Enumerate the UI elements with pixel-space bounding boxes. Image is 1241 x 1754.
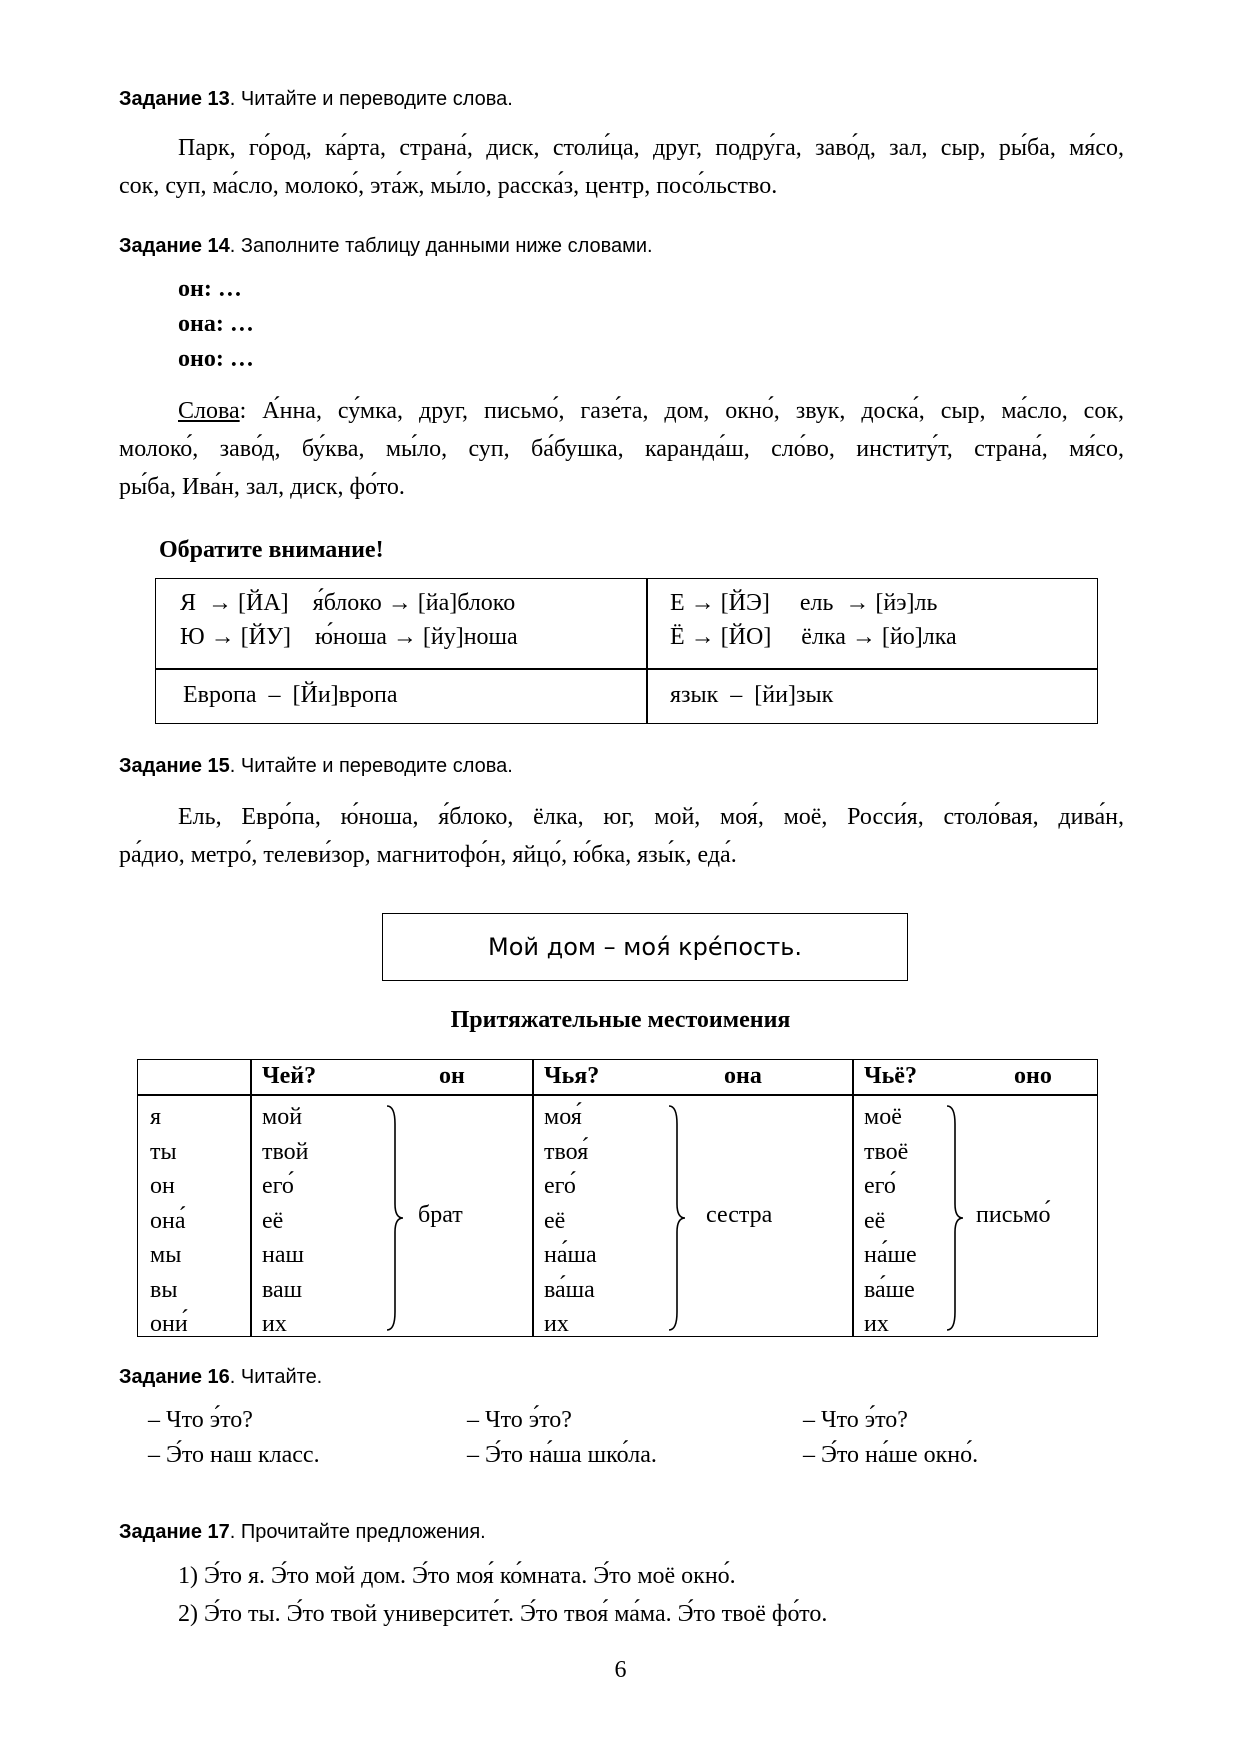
masc-column [262, 1100, 309, 1342]
task-14-line-1 [119, 392, 1124, 430]
attention-europe: Европа – [Йи]вропа [183, 682, 398, 708]
dialog-1-answer: – Э́то наш класс. [148, 1442, 320, 1468]
masc-form: наш [262, 1242, 304, 1268]
gender-he: он: … [178, 276, 242, 302]
task-13-line-1: Парк, го́род, ка́рта, страна́, диск, столи́ца, друг, подру́га, заво́д, зал, сыр, ры́ба, мя́со, [178, 135, 1124, 161]
dialog-3-answer: – Э́то на́ше окно́. [803, 1442, 979, 1468]
task-14-instruction: . Заполните таблицу данными ниже словами. [229, 235, 653, 257]
poss-divider-2 [532, 1060, 534, 1336]
header-q-masc: Чей? [262, 1063, 317, 1089]
task-14-label: Задание 14 [119, 235, 230, 257]
task-17-heading [119, 1521, 486, 1544]
noun-fem: сестра [706, 1202, 773, 1228]
task-13-label: Задание 13 [119, 88, 230, 110]
poss-divider-1 [250, 1060, 252, 1336]
task-14-heading [119, 235, 653, 258]
brace-masc-icon [385, 1104, 405, 1332]
neut-form: на́ше [864, 1242, 917, 1268]
task-13-heading [119, 88, 513, 111]
task-13-line-2: сок, суп, ма́сло, молоко́, эта́ж, мы́ло, расска́з, центр, посо́льство. [119, 173, 778, 199]
task-17-label: Задание 17 [119, 1521, 230, 1543]
header-q-neut: Чьё? [864, 1063, 917, 1089]
noun-neut: письмо́ [976, 1202, 1051, 1228]
sentence-1: 1) Э́то я. Э́то мой дом. Э́то моя́ ко́мната. Э́то моё окно́. [178, 1563, 736, 1589]
words-label: Слова [178, 398, 240, 424]
dialog-2-answer: – Э́то на́ша шко́ла. [467, 1442, 657, 1468]
task-15-heading [119, 755, 513, 778]
brace-neut-icon [945, 1104, 965, 1332]
fem-form: её [544, 1207, 566, 1234]
attention-yu: Ю → [ЙУ] ю́ноша → [йу]ноша [180, 624, 518, 650]
fem-column [544, 1100, 597, 1342]
fem-form: моя́ [544, 1104, 582, 1130]
pronoun-column [150, 1100, 188, 1342]
words-line-1: : А́нна, су́мка, друг, письмо́, газе́та, дом, окно́, звук, доска́, сыр, ма́сло, сок, [239, 398, 1124, 424]
gender-it: оно: … [178, 346, 254, 372]
header-q-fem: Чья? [544, 1063, 600, 1089]
fem-form: твоя́ [544, 1138, 589, 1165]
task-14-words [119, 392, 1124, 506]
masc-form: его́ [262, 1173, 294, 1199]
fem-form: на́ша [544, 1242, 597, 1268]
task-16-heading [119, 1366, 322, 1389]
page-number: 6 [614, 1657, 627, 1683]
masc-form: мой [262, 1104, 303, 1130]
neut-form: её [864, 1207, 886, 1234]
sentence-2: 2) Э́то ты. Э́то твой университе́т. Э́то твоя́ ма́ма. Э́то твоё фо́то. [178, 1601, 828, 1627]
dialog-3-question: – Что э́то? [803, 1407, 908, 1433]
task-17-instruction: . Прочитайте предложения. [229, 1521, 486, 1543]
attention-yazyk: язык – [йи]зык [670, 682, 834, 708]
neut-form: их [864, 1311, 889, 1337]
task-15-instruction: . Читайте и переводите слова. [229, 755, 513, 777]
pronoun: мы [150, 1242, 182, 1268]
attention-table [155, 578, 1098, 724]
noun-masc: брат [418, 1202, 463, 1228]
pronoun: она́ [150, 1207, 186, 1234]
possessive-title: Притяжательные местоимения [450, 1007, 791, 1033]
gender-she: она: … [178, 311, 254, 337]
fem-form: его́ [544, 1173, 576, 1199]
attention-ye: Е → [ЙЭ] ель → [йэ]ль [670, 590, 938, 616]
attention-yo: Ё → [ЙО] ёлка → [йо]лка [670, 624, 957, 650]
task-15-words [119, 798, 1124, 874]
attention-divider-v [646, 579, 648, 723]
dialog-2-question: – Что э́то? [467, 1407, 572, 1433]
proverb-box [382, 913, 908, 981]
masc-form: их [262, 1311, 287, 1337]
pronoun: я [150, 1104, 162, 1130]
possessive-table [137, 1059, 1098, 1337]
task-13-instruction: . Читайте и переводите слова. [229, 88, 513, 110]
pronoun: он [150, 1173, 175, 1199]
neut-form: моё [864, 1104, 902, 1130]
task-15-label: Задание 15 [119, 755, 230, 777]
header-g-fem: она [724, 1063, 762, 1089]
attention-ya: Я → [ЙА] я́блоко → [йа]блоко [180, 590, 516, 616]
header-g-neut: оно [1014, 1063, 1052, 1089]
task-13-words [119, 129, 1124, 205]
task-15-line-1: Ель, Евро́па, ю́ноша, я́блоко, ёлка, юг, мой, моя́, моё, Росси́я, столо́вая, дива́н, [178, 804, 1124, 830]
proverb-text: Мой дом – моя́ кре́пость. [488, 933, 802, 961]
task-14-line-3: ры́ба, Ива́н, зал, диск, фо́то. [119, 474, 405, 500]
brace-fem-icon [667, 1104, 687, 1332]
task-15-line-2: ра́дио, метро́, телеви́зор, магнитофо́н, яйцо́, ю́бка, язы́к, еда́. [119, 842, 737, 868]
poss-header-divider [138, 1094, 1097, 1096]
neut-form: твоё [864, 1138, 909, 1165]
masc-form: ваш [262, 1276, 303, 1303]
attention-divider-h [156, 668, 1097, 670]
header-g-masc: он [439, 1063, 465, 1089]
pronoun: ты [150, 1138, 177, 1165]
poss-divider-3 [852, 1060, 854, 1336]
dialog-1-question: – Что э́то? [148, 1407, 253, 1433]
neut-form: его́ [864, 1173, 896, 1199]
masc-form: её [262, 1207, 284, 1234]
fem-form: их [544, 1311, 569, 1337]
attention-title: Обратите внимание! [159, 537, 384, 563]
neut-column [864, 1100, 917, 1342]
task-14-line-2: молоко́, заво́д, бу́ква, мы́ло, суп, ба́бушка, каранда́ш, сло́во, институ́т, страна́, мя́со, [119, 436, 1124, 462]
neut-form: ва́ше [864, 1276, 915, 1303]
task-16-label: Задание 16 [119, 1366, 230, 1388]
pronoun: они́ [150, 1311, 188, 1337]
pronoun: вы [150, 1276, 178, 1303]
task-16-instruction: . Читайте. [229, 1366, 323, 1388]
masc-form: твой [262, 1138, 309, 1165]
fem-form: ва́ша [544, 1276, 595, 1303]
